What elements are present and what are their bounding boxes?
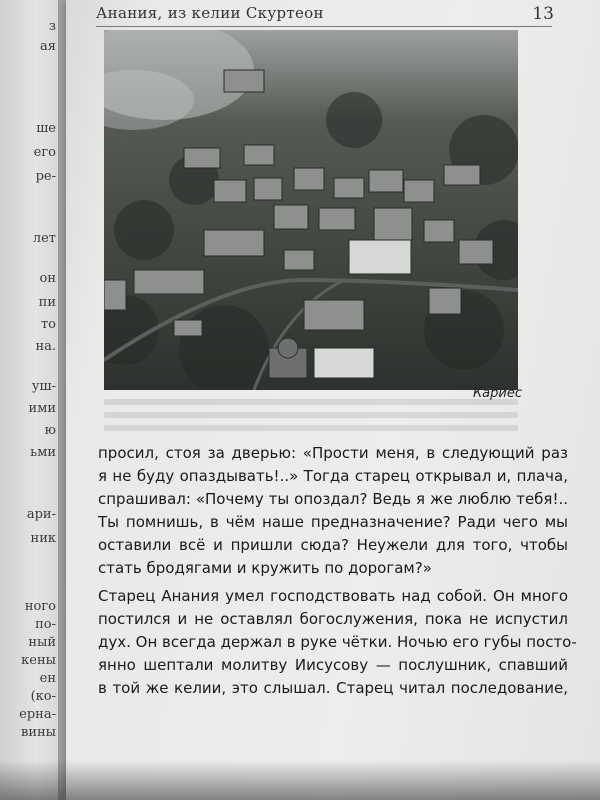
left-page-fragment: ре- bbox=[35, 169, 56, 184]
left-page-fragment: ая bbox=[40, 39, 56, 54]
text-line: Старец Анания умел господствовать над собой. Он много bbox=[98, 587, 568, 605]
text-line: постился и не оставлял богослужения, пока не испустил bbox=[98, 610, 568, 628]
page-number: 13 bbox=[532, 4, 554, 24]
left-page-fragment: ен bbox=[39, 671, 56, 686]
running-title: Анания, из келии Скуртеон bbox=[96, 4, 324, 22]
left-page-fragment: его bbox=[33, 145, 56, 160]
left-page-fragment: ный bbox=[28, 635, 56, 650]
left-page-fragment: ник bbox=[30, 531, 56, 546]
text-line: просил, стоя за дверью: «Прости меня, в следующий раз bbox=[98, 444, 568, 462]
left-page bbox=[0, 0, 60, 800]
left-page-fragment: пи bbox=[38, 295, 56, 310]
text-line: спрашивал: «Почему ты опоздал? Ведь я же люблю тебя!.. bbox=[98, 490, 568, 508]
text-line: в той же келии, это слышал. Старец читал последование, bbox=[98, 679, 568, 697]
photo-caption: Кариес bbox=[472, 386, 522, 401]
left-page-fragment: ари- bbox=[26, 507, 56, 522]
book-page bbox=[66, 0, 600, 800]
aerial-photo bbox=[104, 30, 518, 390]
left-page-fragment: ерна- bbox=[19, 707, 56, 722]
left-page-fragment: по- bbox=[35, 617, 56, 632]
left-page-fragment: ше bbox=[36, 121, 56, 136]
paragraph bbox=[98, 442, 568, 580]
paragraph bbox=[98, 585, 577, 700]
text-line: я не буду опаздывать!..» Тогда старец открывал и, плача, bbox=[98, 467, 568, 485]
left-page-fragment: ного bbox=[24, 599, 56, 614]
left-page-fragment: ими bbox=[28, 401, 56, 416]
left-page-fragment: ьми bbox=[30, 445, 56, 460]
text-line: дух. Он всегда держал в руке чётки. Ночью его губы посто- bbox=[98, 633, 577, 651]
text-line: Ты помнишь, в чём наше предназначение? Ради чего мы bbox=[98, 513, 568, 531]
bottom-shadow bbox=[0, 760, 600, 800]
left-page-fragment: уш- bbox=[31, 379, 56, 394]
left-page-fragment: ю bbox=[44, 423, 56, 438]
left-page-fragment: то bbox=[40, 317, 56, 332]
text-line: оставили всё и пришли сюда? Неужели для того, чтобы bbox=[98, 536, 568, 554]
left-page-fragment: (ко- bbox=[30, 689, 56, 704]
left-page-fragment: кены bbox=[21, 653, 56, 668]
left-page-fragment: з bbox=[48, 19, 56, 34]
running-head bbox=[96, 4, 552, 27]
left-page-fragment: лет bbox=[32, 231, 56, 246]
text-line: янно шептали молитву Иисусову — послушник, спавший bbox=[98, 656, 568, 674]
left-page-fragment: вины bbox=[21, 725, 56, 740]
left-page-fragment: на. bbox=[35, 339, 56, 354]
text-line: стать бродягами и кружить по дорогам?» bbox=[98, 559, 432, 577]
left-page-fragment: он bbox=[39, 271, 56, 286]
